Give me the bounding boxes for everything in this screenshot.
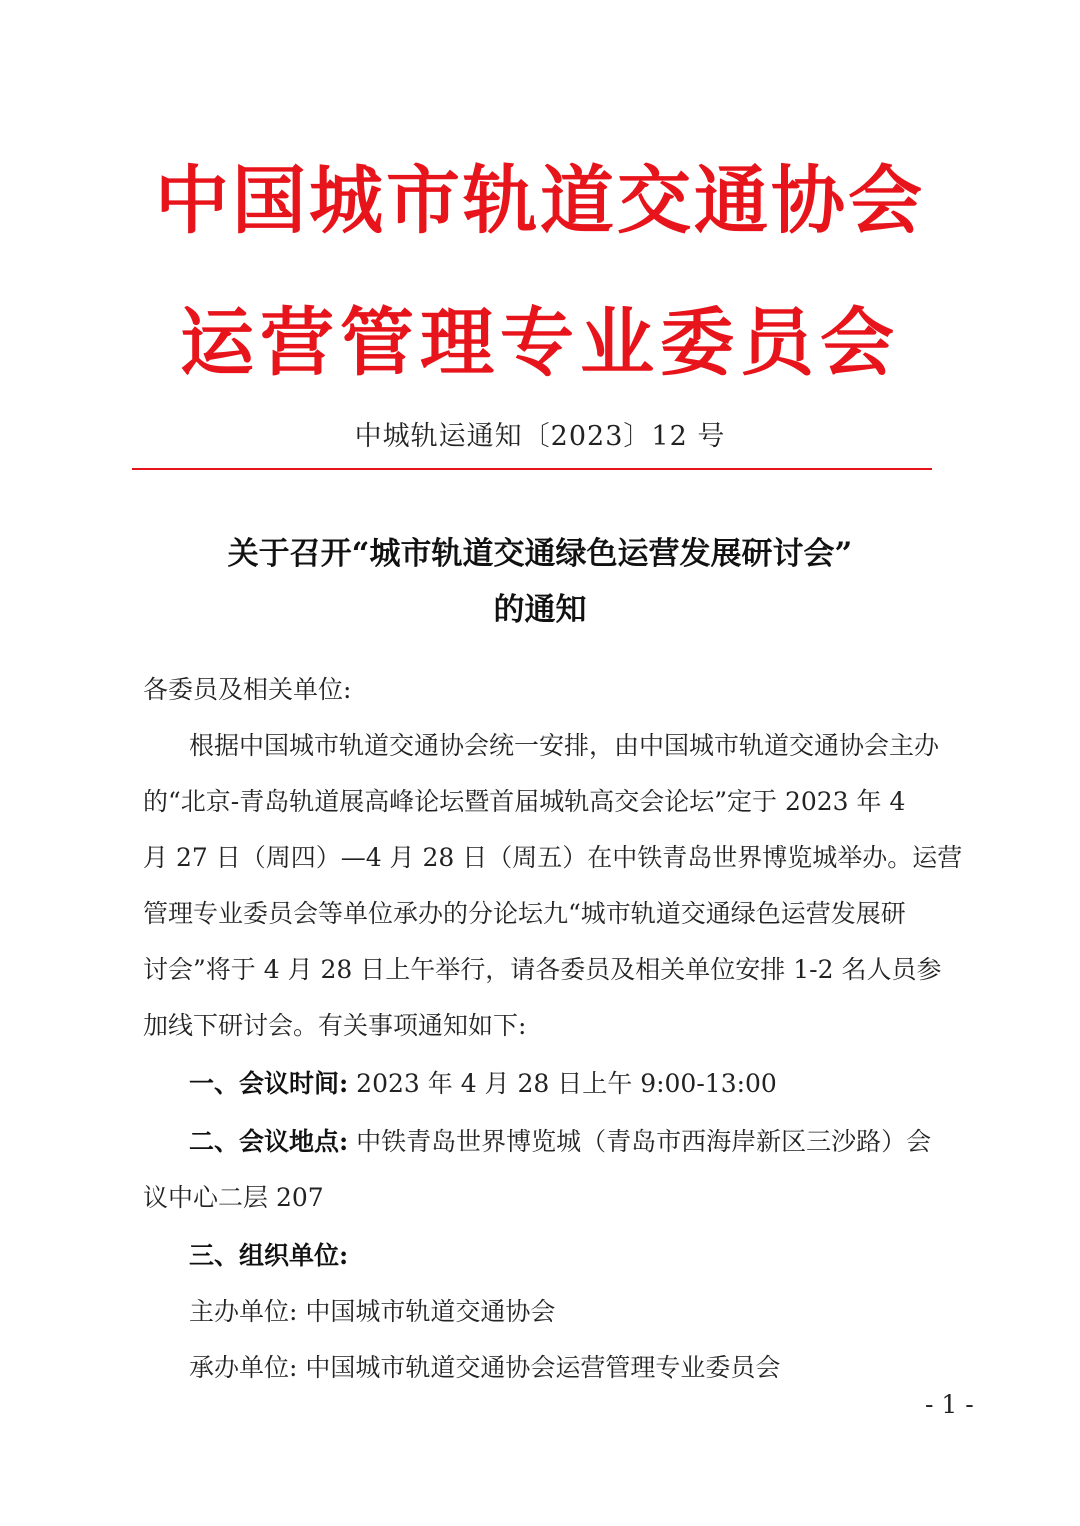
intro-line: 管理专业委员会等单位承办的分论坛九“城市轨道交通绿色运营发展研 [143, 899, 906, 928]
section-label: 三、组织单位: [189, 1241, 349, 1270]
intro-line: 讨会”将于 4 月 28 日上午举行，请各委员及相关单位安排 1-2 名人员参 [143, 955, 942, 984]
page-number: - 1 - [925, 1390, 974, 1419]
intro-paragraph [143, 718, 963, 1054]
section-meeting-time [143, 1056, 943, 1112]
org-name-line-2: 运营管理专业委员会 [180, 300, 900, 386]
section-label: 一、会议时间: [189, 1069, 349, 1098]
host-unit: 主办单位: 中国城市轨道交通协会 [189, 1297, 556, 1326]
intro-line: 加线下研讨会。有关事项通知如下: [143, 1011, 527, 1040]
section-organizers [143, 1228, 943, 1284]
section-meeting-location [143, 1114, 943, 1226]
intro-line: 的“北京-青岛轨道展高峰论坛暨首届城轨高交会论坛”定于 2023 年 4 [143, 787, 906, 816]
section-value-continued: 议中心二层 207 [143, 1183, 324, 1212]
notice-title-line-2: 的通知 [493, 592, 587, 628]
section-label: 二、会议地点: [189, 1127, 349, 1156]
document-number: 中城轨运通知〔2023〕12 号 [354, 421, 726, 452]
section-value: 中铁青岛世界博览城（青岛市西海岸新区三沙路）会 [348, 1127, 932, 1156]
notice-title-line-1: 关于召开“城市轨道交通绿色运营发展研讨会” [227, 536, 853, 572]
salutation: 各委员及相关单位: [143, 675, 352, 704]
organizer-unit: 承办单位: 中国城市轨道交通协会运营管理专业委员会 [189, 1353, 781, 1382]
section-value: 2023 年 4 月 28 日上午 9:00-13:00 [348, 1069, 777, 1098]
intro-line: 月 27 日（周四）—4 月 28 日（周五）在中铁青岛世界博览城举办。运营 [143, 843, 963, 872]
org-name-line-1: 中国城市轨道交通协会 [155, 158, 925, 244]
intro-line: 根据中国城市轨道交通协会统一安排，由中国城市轨道交通协会主办 [189, 731, 940, 760]
red-divider [132, 468, 932, 470]
